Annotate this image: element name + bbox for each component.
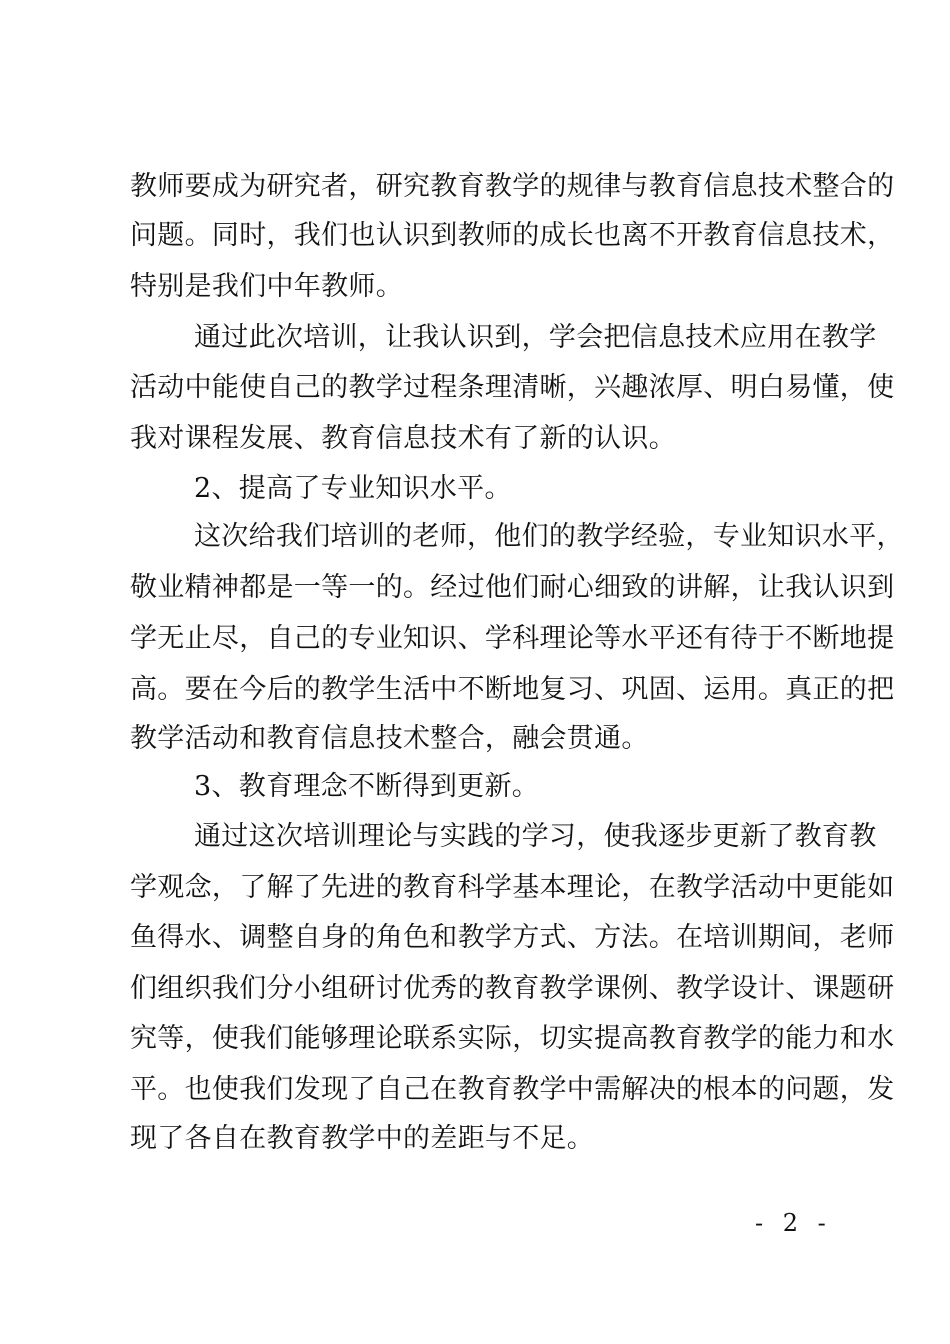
- text-line: 敬业精神都是一等一的。经过他们耐心细致的讲解，让我认识到: [130, 572, 895, 603]
- paragraph-first-line: 通过此次培训，让我认识到，学会把信息技术应用在教学: [194, 322, 877, 353]
- text-line: 问题。同时，我们也认识到教师的成长也离不开教育信息技术，: [130, 220, 895, 251]
- section-heading: 2、提高了专业知识水平。: [194, 473, 512, 504]
- text-line: 究等，使我们能够理论联系实际，切实提高教育教学的能力和水: [130, 1023, 895, 1054]
- text-line: 高。要在今后的教学生活中不断地复习、巩固、运用。真正的把: [130, 674, 895, 705]
- text-line: 教师要成为研究者，研究教育教学的规律与教育信息技术整合的: [130, 171, 895, 202]
- text-line: 活动中能使自己的教学过程条理清晰，兴趣浓厚、明白易懂，使: [130, 372, 895, 403]
- text-line: 教学活动和教育信息技术整合，融会贯通。: [130, 723, 649, 754]
- text-line: 平。也使我们发现了自己在教育教学中需解决的根本的问题，发: [130, 1074, 895, 1105]
- paragraph-first-line: 这次给我们培训的老师，他们的教学经验，专业知识水平，: [194, 521, 904, 552]
- text-line: 学无止尽，自己的专业知识、学科理论等水平还有待于不断地提: [130, 623, 895, 654]
- section-heading: 3、教育理念不断得到更新。: [194, 771, 540, 802]
- text-line: 我对课程发展、教育信息技术有了新的认识。: [130, 423, 676, 454]
- text-line: 特别是我们中年教师。: [130, 271, 403, 302]
- text-line: 现了各自在教育教学中的差距与不足。: [130, 1123, 595, 1154]
- page-number: - 2 -: [755, 1209, 832, 1237]
- paragraph-first-line: 通过这次培训理论与实践的学习，使我逐步更新了教育教: [194, 821, 877, 852]
- text-line: 鱼得水、调整自身的角色和教学方式、方法。在培训期间，老师: [130, 922, 895, 953]
- text-line: 们组织我们分小组研讨优秀的教育教学课例、教学设计、课题研: [130, 973, 895, 1004]
- text-line: 学观念，了解了先进的教育科学基本理论，在教学活动中更能如: [130, 872, 895, 903]
